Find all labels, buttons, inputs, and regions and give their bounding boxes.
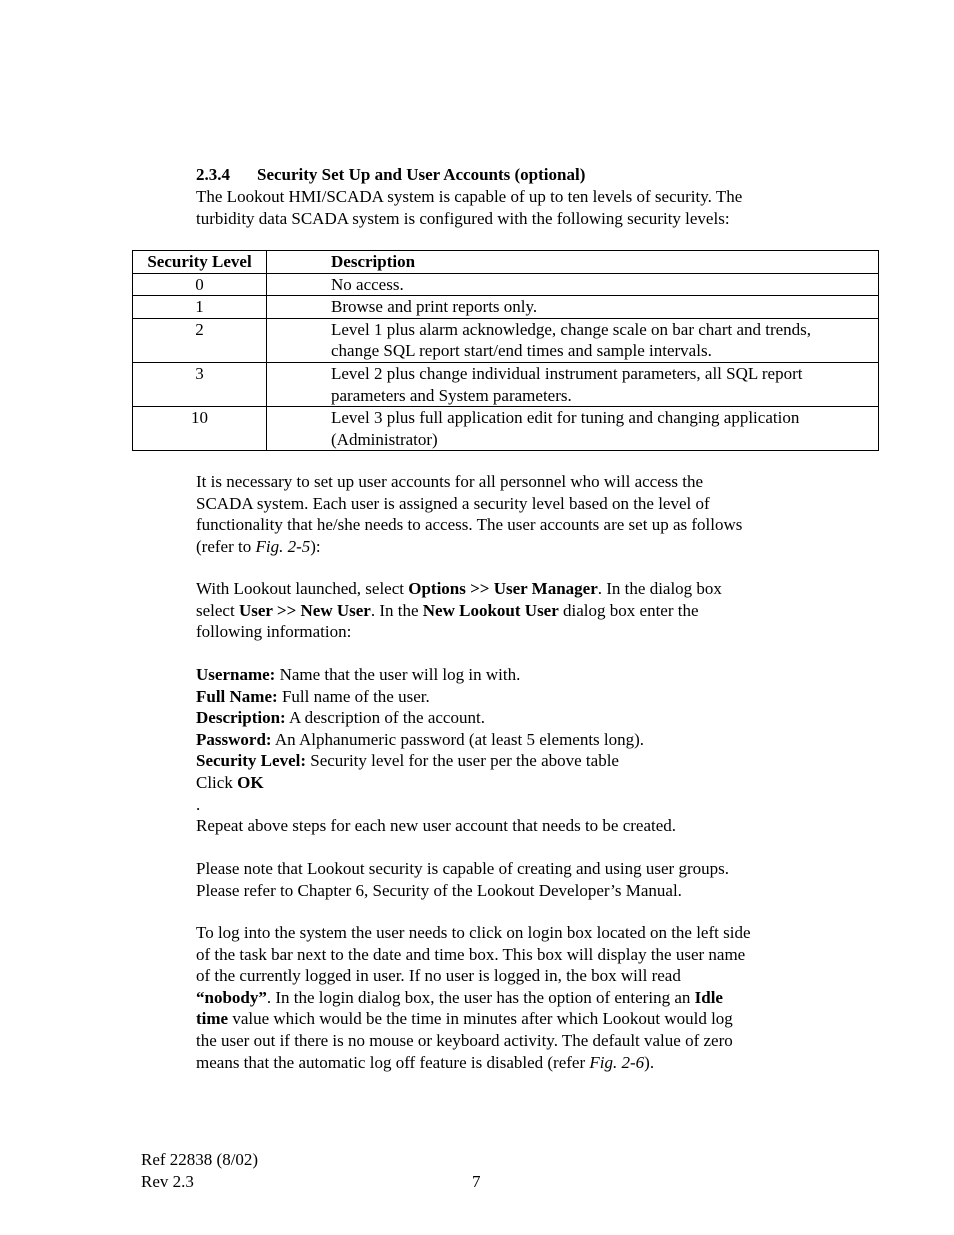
field-item (196, 729, 836, 751)
text-line (196, 578, 836, 600)
idle-term: Idle (694, 987, 723, 1007)
field-label: Password: (196, 729, 272, 749)
text-line: SCADA system. Each user is assigned a security level based on the level of (196, 493, 710, 513)
field-description: An Alphanumeric password (at least 5 elements long). (271, 729, 645, 749)
text-fragment: means that the automatic log off feature is disabled (refer (196, 1052, 590, 1072)
level-cell: 3 (133, 362, 267, 406)
footer-rev: Rev 2.3 (141, 1171, 194, 1191)
accounts-paragraph (196, 471, 836, 557)
text-line: the user out if there is no mouse or keyboard activity. The default value of zero (196, 1030, 733, 1050)
footer-ref: Ref 22838 (8/02) (141, 1150, 259, 1169)
table-row (133, 407, 879, 451)
field-description: Name that the user will log in with. (275, 665, 521, 684)
table-row (133, 296, 879, 319)
text-fragment: With Lookout launched, select (196, 579, 409, 598)
footer-reference (141, 1149, 258, 1192)
groups-note-paragraph (196, 858, 836, 901)
text-line (196, 1052, 836, 1074)
text-line (196, 1008, 836, 1030)
table-row (133, 318, 879, 362)
field-description: Security level for the user per the above table (306, 751, 619, 771)
level-cell: 1 (133, 296, 267, 319)
level-cell: 10 (133, 407, 267, 451)
field-label: Full Name: (196, 686, 278, 706)
text-line: of the task bar next to the date and time box. This box will display the user name (196, 944, 746, 964)
text-fragment: ): (310, 536, 321, 556)
field-label: Description: (196, 708, 286, 728)
section-heading (196, 164, 585, 186)
text-fragment: . In the dialog box (597, 579, 722, 598)
text-fragment: value which would be the time in minutes after which Lookout would log (228, 1009, 733, 1029)
text-line: Please refer to Chapter 6, Security of the Lookout Developer’s Manual. (196, 880, 682, 900)
text-line (196, 600, 836, 622)
intro-line: The Lookout HMI/SCADA system is capable of up to ten levels of security. The (196, 187, 743, 206)
figure-reference: Fig. 2-6 (589, 1052, 645, 1072)
description-text: (Administrator) (331, 429, 438, 449)
description-cell (267, 296, 879, 319)
text-line: following information: (196, 622, 352, 642)
text-line: of the currently logged in user. If no user is logged in, the box will read (196, 966, 681, 986)
menu-path: User >> New User (238, 600, 371, 620)
text-fragment: Click (196, 772, 238, 792)
field-description: Full name of the user. (277, 686, 430, 706)
header-security-level: Security Level (133, 251, 267, 274)
field-label: Username: (196, 665, 276, 684)
description-cell (267, 273, 879, 296)
description-text: change SQL report start/end times and sample intervals. (331, 341, 712, 361)
field-item (196, 664, 836, 686)
intro-line: turbidity data SCADA system is configured with the following security levels: (196, 208, 730, 228)
field-item (196, 707, 836, 729)
text-line: functionality that he/she needs to access. The user accounts are set up as follows (196, 515, 743, 535)
login-paragraph (196, 922, 836, 1073)
text-line (196, 987, 836, 1009)
menu-path: Options >> User Manager (408, 579, 598, 598)
level-cell: 0 (133, 273, 267, 296)
table-row (133, 362, 879, 406)
field-list (196, 664, 836, 837)
text-fragment: (refer to (196, 536, 256, 556)
field-label: Security Level: (196, 751, 306, 771)
header-description: Description (267, 251, 879, 274)
description-cell (267, 362, 879, 406)
instructions-paragraph (196, 578, 836, 643)
description-cell (267, 407, 879, 451)
field-item (196, 750, 836, 772)
dialog-name: New Lookout User (422, 600, 559, 620)
text-line: Please note that Lookout security is capable of creating and using user groups. (196, 859, 729, 878)
field-item (196, 686, 836, 708)
description-text: parameters and System parameters. (331, 385, 572, 405)
table-header-row (133, 251, 879, 274)
description-text: Level 1 plus alarm acknowledge, change scale on bar chart and trends, (331, 319, 812, 339)
page-number: 7 (472, 1172, 481, 1191)
text-line (196, 536, 836, 558)
section-number: 2.3.4 (196, 165, 230, 184)
intro-paragraph (196, 186, 836, 229)
description-text: Level 3 plus full application edit for tuning and changing application (331, 408, 800, 428)
text-fragment: dialog box enter the (558, 600, 699, 620)
nobody-term: “nobody” (196, 987, 267, 1007)
repeat-line: Repeat above steps for each new user account that needs to be created. (196, 816, 677, 836)
text-fragment: ). (644, 1052, 655, 1072)
ok-label: OK (237, 772, 264, 792)
level-cell: 2 (133, 318, 267, 362)
text-fragment: select (196, 600, 239, 620)
time-term: time (196, 1009, 229, 1029)
text-line: It is necessary to set up user accounts for all personnel who will access the (196, 472, 704, 491)
description-cell (267, 318, 879, 362)
text-fragment: . In the login dialog box, the user has the option of entering an (266, 987, 695, 1007)
description-text: Browse and print reports only. (331, 297, 538, 317)
section-title: Security Set Up and User Accounts (optional) (257, 165, 586, 184)
description-text: No access. (331, 274, 404, 294)
text-fragment: . In the (370, 600, 423, 620)
text-line: To log into the system the user needs to click on login box located on the left side (196, 923, 751, 942)
figure-reference: Fig. 2-5 (255, 536, 311, 556)
dot-line: . (196, 794, 201, 814)
description-text: Level 2 plus change individual instrument parameters, all SQL report (331, 363, 803, 383)
field-description: A description of the account. (285, 708, 485, 728)
click-ok-line (196, 772, 836, 794)
table-row (133, 273, 879, 296)
security-levels-table (132, 250, 879, 451)
